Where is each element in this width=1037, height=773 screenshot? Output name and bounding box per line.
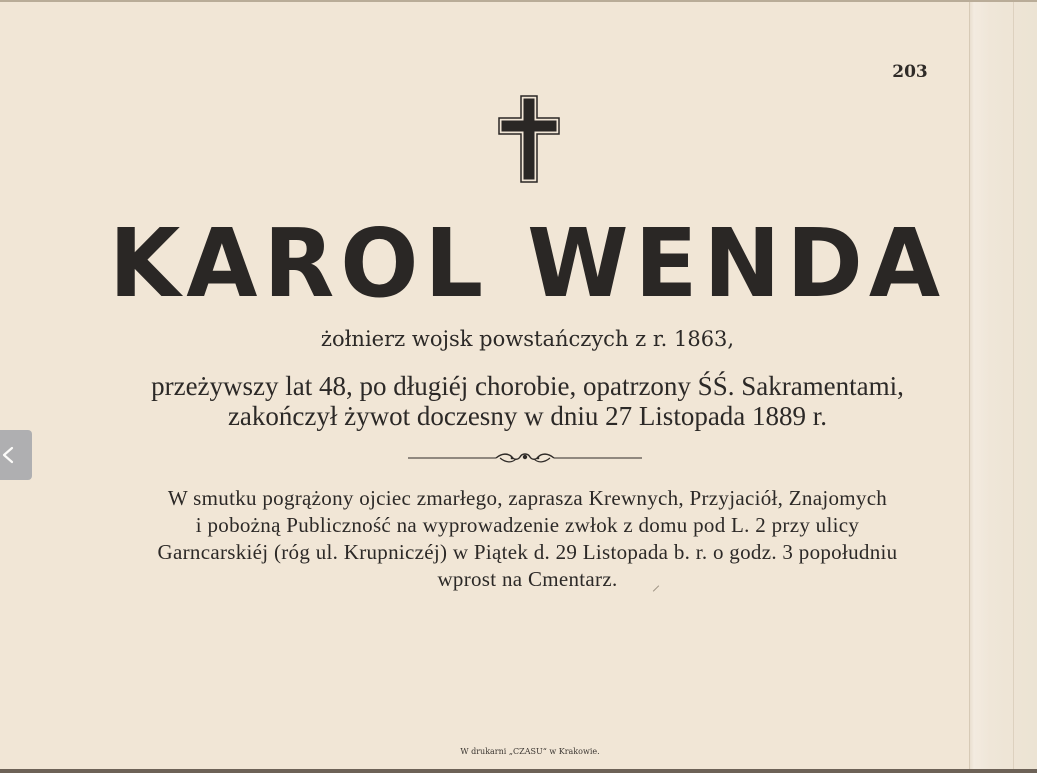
page-number: 203 — [892, 62, 928, 82]
subtitle-line: żołnierz wojsk powstańczych z r. 1863, — [320, 327, 735, 351]
chevron-left-icon — [1, 446, 15, 464]
deceased-name-heading: KAROL WENDA — [108, 208, 947, 319]
invitation-line-2: i pobożną Publiczność na wyprowadzenie zwłok z domu pod L. 2 przy ulicy — [195, 513, 860, 537]
announcement-line-1: przeżywszy lat 48, po długiéj chorobie, opatrzony ŚŚ. Sakramentami, — [151, 371, 904, 401]
divider-ornament-icon — [408, 447, 642, 469]
scanned-page — [0, 2, 970, 769]
invitation-line-1: W smutku pogrążony ojciec zmarłego, zaprasza Krewnych, Przyjaciół, Znajomych — [167, 486, 888, 510]
previous-page-button[interactable] — [0, 430, 32, 480]
bottom-border — [0, 769, 1037, 773]
announcement-line-2: zakończył żywot doczesny w dniu 27 Listopada 1889 r. — [227, 401, 828, 431]
latin-cross-icon — [497, 94, 561, 184]
invitation-line-3: Garncarskiéj (róg ul. Krupniczéj) w Piątek d. 29 Listopada b. r. o godz. 3 popołudniu — [157, 540, 898, 564]
page-edge — [969, 0, 1037, 773]
printer-imprint: W drukarni „CZASU“ w Krakowie. — [460, 747, 600, 756]
top-border — [0, 0, 1037, 2]
invitation-line-4: wprost na Cmentarz. — [437, 567, 618, 591]
